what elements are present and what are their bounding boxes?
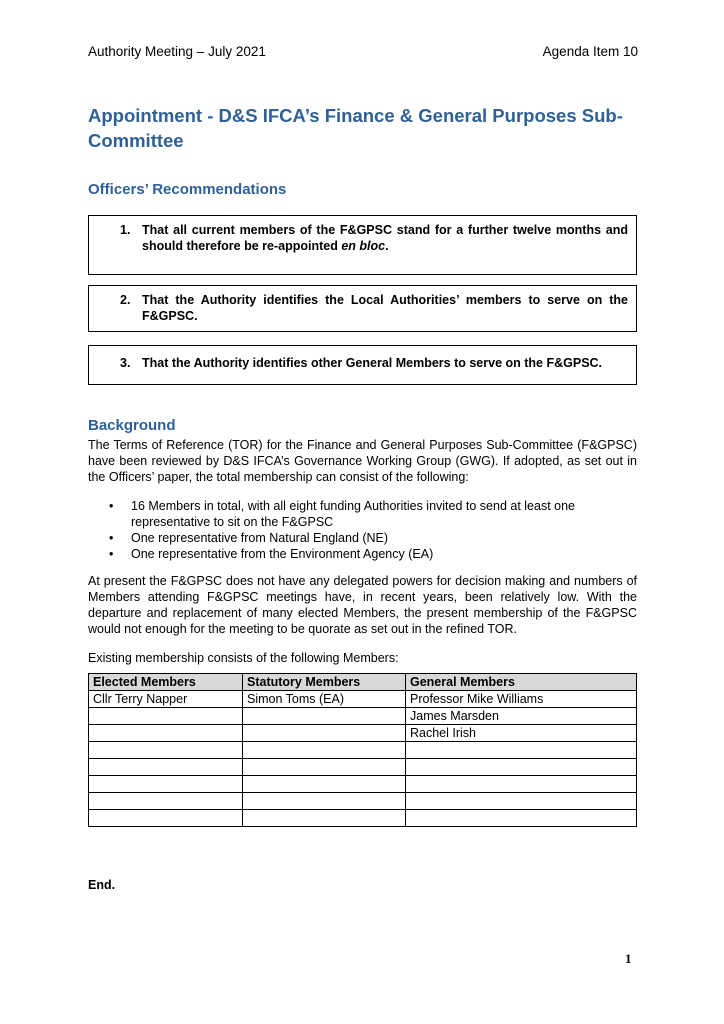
table-cell: Professor Mike Williams [406,691,637,708]
recommendation-text: That the Authority identifies other General Members to serve on the F&GPSC. [142,356,603,370]
header-agenda-item: Agenda Item 10 [542,44,638,59]
column-header: Statutory Members [243,674,406,691]
table-row [89,759,637,776]
table-cell [243,742,406,759]
column-header: Elected Members [89,674,243,691]
table-cell [89,776,243,793]
end-marker: End. [88,878,116,892]
table-cell [406,793,637,810]
table-row [89,691,637,708]
table-cell: Cllr Terry Napper [89,691,243,708]
recommendation-box-3 [88,345,637,385]
page-header [88,44,638,59]
table-row [89,725,637,742]
background-paragraph-2: At present the F&GPSC does not have any delegated powers for decision making and numbers of Members attending F&GPSC meetings have, in recent years, been relatively low. With the departure and replacement of many elected Members, the present membership of the F&GPSC would not enough for the meeting to be quorate as set out in the refined TOR. [88,574,637,636]
recommendation-2 [120,292,628,324]
column-header: General Members [406,674,637,691]
table-cell [243,759,406,776]
table-cell [243,708,406,725]
table-row [89,708,637,725]
document-title: Appointment - D&S IFCA’s Finance & General Purposes Sub-Committee [88,105,623,151]
recommendation-text: That all current members of the F&GPSC stand for a further twelve months and should therefore be re-appointed [142,223,628,253]
table-header-row [89,674,637,691]
header-meeting: Authority Meeting – July 2021 [88,44,266,59]
table-cell [406,742,637,759]
recommendation-box-2 [88,285,637,332]
table-cell [406,810,637,827]
table-row [89,776,637,793]
page-number: 1 [625,951,632,966]
table-cell [89,793,243,810]
background-paragraph-1: The Terms of Reference (TOR) for the Finance and General Purposes Sub-Committee (F&GPSC) have been reviewed by D&S IFCA’s Governance Working Group (GWG). If adopted, as set out in the Officers’ paper, the total membership can consist of the following: [88,438,637,484]
recommendation-box-1 [88,215,637,275]
table-cell [243,810,406,827]
table-row [89,793,637,810]
recommendation-1 [120,222,628,254]
bullet-icon: • [109,547,114,561]
table-cell [89,810,243,827]
bullet-icon: • [109,531,114,545]
bullet-item: • 16 Members in total, with all eight funding Authorities invited to send at least one representative to sit on the F&GPSC [109,499,576,529]
recommendation-number: 1. [120,223,131,237]
table-cell: James Marsden [406,708,637,725]
bullet-icon: • [109,499,114,513]
table-cell [89,725,243,742]
recommendation-number: 2. [120,293,131,307]
membership-intro: Existing membership consists of the following Members: [88,651,399,665]
table-cell [243,776,406,793]
table-cell [89,708,243,725]
table-cell: Simon Toms (EA) [243,691,406,708]
table-cell [406,759,637,776]
bullet-item: • One representative from the Environment Agency (EA) [109,547,434,561]
table-row [89,742,637,759]
membership-table [88,673,637,827]
table-cell: Rachel Irish [406,725,637,742]
table-row [89,810,637,827]
recommendation-tail: . [385,239,389,253]
background-heading: Background [88,417,176,434]
bullet-item: • One representative from Natural England (NE) [109,531,389,545]
table-cell [243,725,406,742]
membership-bullet-list [88,498,637,562]
table-cell [406,776,637,793]
table-cell [89,742,243,759]
recommendation-text: That the Authority identifies the Local Authorities’ members to serve on the F&GPSC. [142,293,628,323]
table-cell [243,793,406,810]
recommendations-heading: Officers’ Recommendations [88,181,287,198]
table-cell [89,759,243,776]
recommendation-number: 3. [120,356,131,370]
recommendation-3 [120,355,628,371]
recommendation-emphasis: en bloc [341,239,386,253]
